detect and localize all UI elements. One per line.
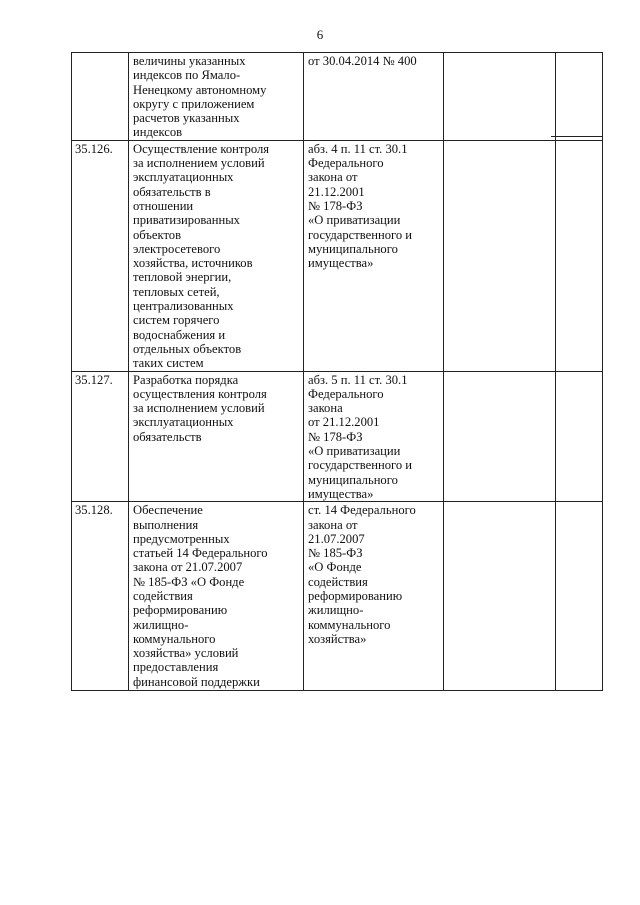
powers-table [71,52,603,691]
row-column-5 [556,53,603,141]
table-row [72,140,603,371]
row-number: 35.128. [72,502,129,691]
row-description: Обеспечение выполнения предусмотренных статьей 14 Федерального закона от 21.07.2007 № 185-ФЗ «О Фонде содействия реформированию жилищно- коммунального хозяйства» условий предоставления финансовой поддержки [129,502,304,691]
row-column-5 [556,140,603,371]
row-column-4 [444,371,556,502]
row-number [72,53,129,141]
row-column-4 [444,502,556,691]
row-description: Разработка порядка осуществления контроля за исполнением условий эксплуатационных обязательств [129,371,304,502]
row-number: 35.127. [72,371,129,502]
row-description: Осуществление контроля за исполнением условий эксплуатационных обязательств в отношении приватизированных объектов электросетевого хозяйства, источников тепловой энергии, тепловых сетей, централизованных систем горячего водоснабжения и отдельных объектов таких систем [129,140,304,371]
row-description: величины указанных индексов по Ямало- Ненецкому автономному округу с приложением расчетов указанных индексов [129,53,304,141]
page-number: 6 [316,27,324,42]
row-number: 35.126. [72,140,129,371]
row-legal-basis: от 30.04.2014 № 400 [304,53,444,141]
row-legal-basis: абз. 5 п. 11 ст. 30.1 Федерального закона от 21.12.2001 № 178-ФЗ «О приватизации государственного и муниципального имущества» [304,371,444,502]
table-row [72,371,603,502]
row-column-4 [444,53,556,141]
row-legal-basis: ст. 14 Федерального закона от 21.07.2007 № 185-ФЗ «О Фонде содействия реформированию жилищно- коммунального хозяйства» [304,502,444,691]
row-column-5 [556,502,603,691]
row-legal-basis: абз. 4 п. 11 ст. 30.1 Федерального закона от 21.12.2001 № 178-ФЗ «О приватизации государственного и муниципального имущества» [304,140,444,371]
row-column-5 [556,371,603,502]
table-partial-rule [551,136,602,137]
row-column-4 [444,140,556,371]
table-row [72,53,603,141]
table-row [72,502,603,691]
